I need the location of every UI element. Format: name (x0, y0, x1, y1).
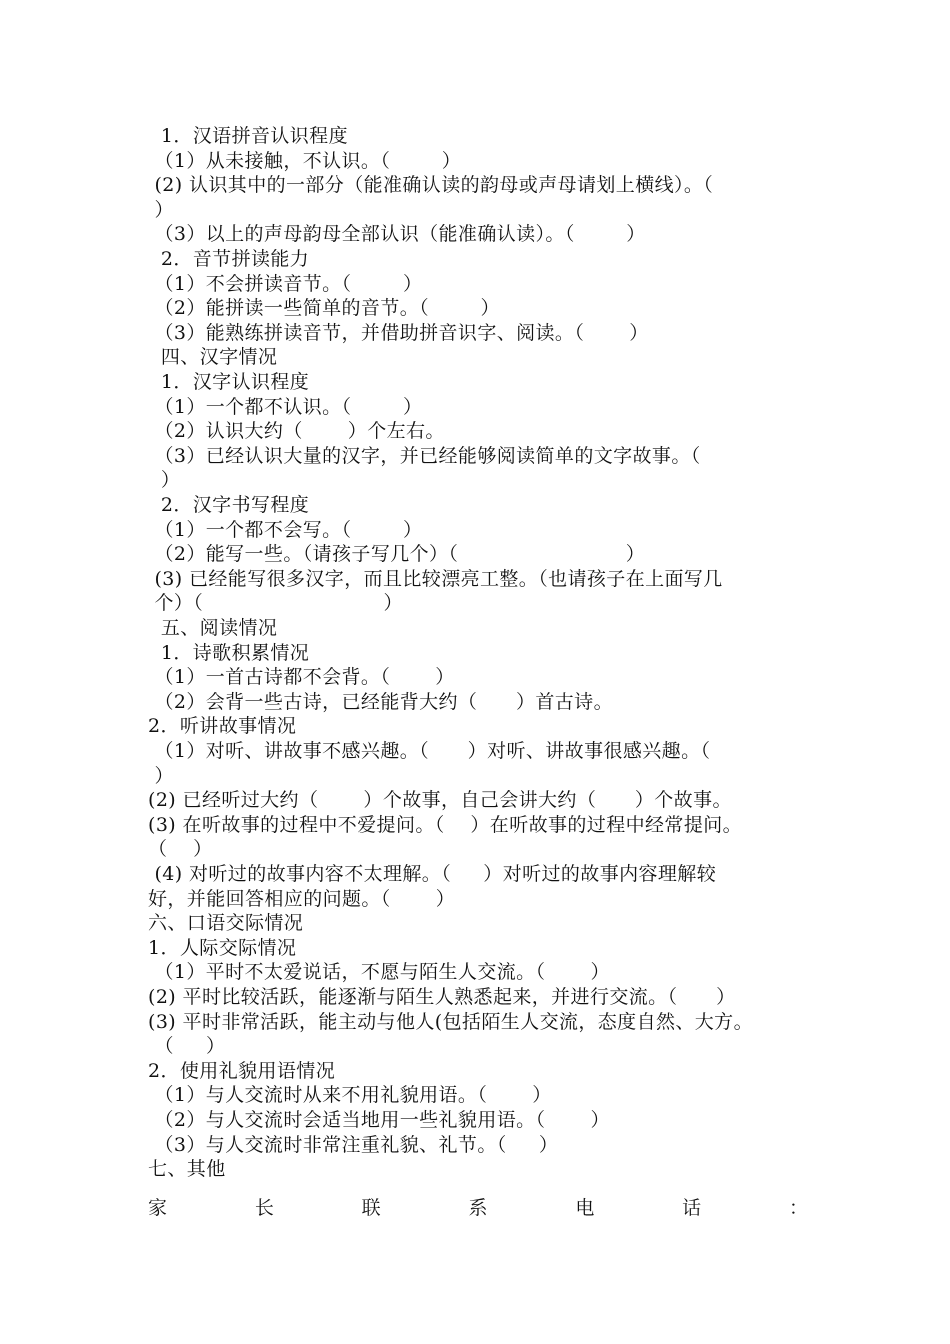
text-line: （2）会背一些古诗，已经能背大约（ ）首古诗。 (148, 690, 613, 713)
phone-char: ： (788, 1197, 808, 1219)
text-line: (4) 对听过的故事内容不太理解。（ ）对听过的故事内容理解较 (148, 863, 717, 885)
phone-char: 联 (361, 1197, 381, 1219)
text-line: (2) 平时比较活跃，能逐渐与陌生人熟悉起来，并进行交流。（ ） (148, 986, 736, 1008)
text-line: （2）能写一些。（请孩子写几个）（ ） (148, 543, 646, 566)
phone-char: 家 (148, 1197, 168, 1219)
text-line: （1）一首古诗都不会背。（ ） (148, 666, 455, 689)
text-line: ） (148, 198, 174, 221)
text-line: 2．汉字书写程度 (148, 494, 310, 516)
text-line: （2）与人交流时会适当地用一些礼貌用语。（ ） (148, 1109, 610, 1131)
text-line: 1．汉字认识程度 (148, 371, 310, 393)
text-line: 好，并能回答相应的问题。（ ） (148, 887, 456, 910)
phone-char: 系 (468, 1197, 488, 1219)
text-line: (2) 认识其中的一部分（能准确认读的韵母或声母请划上横线）。（ (148, 174, 714, 197)
text-line: 1．诗歌积累情况 (148, 641, 310, 664)
text-line: 五、阅读情况 (148, 617, 278, 639)
text-line: （2）能拼读一些简单的音节。（ ） (148, 297, 500, 320)
text-line: （ ） (148, 1035, 226, 1058)
text-line: （1）与人交流时从来不用礼貌用语。（ ） (148, 1084, 552, 1107)
phone-char: 长 (254, 1197, 274, 1219)
text-line: (3) 平时非常活跃，能主动与他人(包括陌生人交流，态度自然、大方。 (148, 1010, 753, 1033)
text-line: （3）以上的声母韵母全部认识（能准确认读）。（ ） (148, 223, 646, 246)
text-line: 个）（ ） (148, 592, 403, 615)
text-line: 四、汉字情况 (148, 346, 278, 369)
text-line: 六、口语交际情况 (148, 912, 304, 935)
text-line: （ ） (148, 838, 213, 861)
text-line: （3）能熟练拼读音节，并借助拼音识字、阅读。（ ） (148, 321, 649, 344)
text-line: 1．人际交际情况 (148, 936, 297, 959)
text-line: (3) 在听故事的过程中不爱提问。（ ）在听故事的过程中经常提问。 (148, 813, 743, 836)
phone-char: 电 (575, 1197, 595, 1219)
text-line: 1．汉语拼音认识程度 (148, 125, 348, 147)
text-line: （2）认识大约（ ）个左右。 (148, 420, 445, 443)
text-line: （1）从未接触，不认识。（ ） (148, 149, 462, 172)
text-line: （3）已经认识大量的汉字，并已经能够阅读简单的文字故事。（ (148, 444, 701, 467)
text-line: （1）一个都不认识。（ ） (148, 395, 423, 418)
text-line: （1）一个都不会写。（ ） (148, 518, 423, 541)
text-line: （1）对听、讲故事不感兴趣。（ ）对听、讲故事很感兴趣。（ (148, 740, 711, 762)
text-line: ） (148, 469, 181, 492)
text-line: 2．使用礼貌用语情况 (148, 1059, 336, 1082)
text-line: （1）平时不太爱说话，不愿与陌生人交流。（ ） (148, 961, 610, 984)
text-line: (2) 已经听过大约（ ）个故事，自己会讲大约（ ）个故事。 (148, 789, 732, 812)
text-line: （1）不会拼读音节。（ ） (148, 272, 423, 295)
phone-char: 话 (682, 1197, 702, 1219)
text-line: （3）与人交流时非常注重礼貌、礼节。（ ） (148, 1133, 559, 1156)
text-line: 七、其他 (148, 1158, 226, 1181)
text-line: 2．音节拼读能力 (148, 248, 310, 270)
text-line: (3) 已经能写很多汉字，而且比较漂亮工整。（也请孩子在上面写几 (148, 567, 723, 590)
parent-phone-line (148, 1196, 808, 1221)
text-line: 2．听讲故事情况 (148, 715, 297, 738)
text-line: ） (148, 764, 174, 787)
